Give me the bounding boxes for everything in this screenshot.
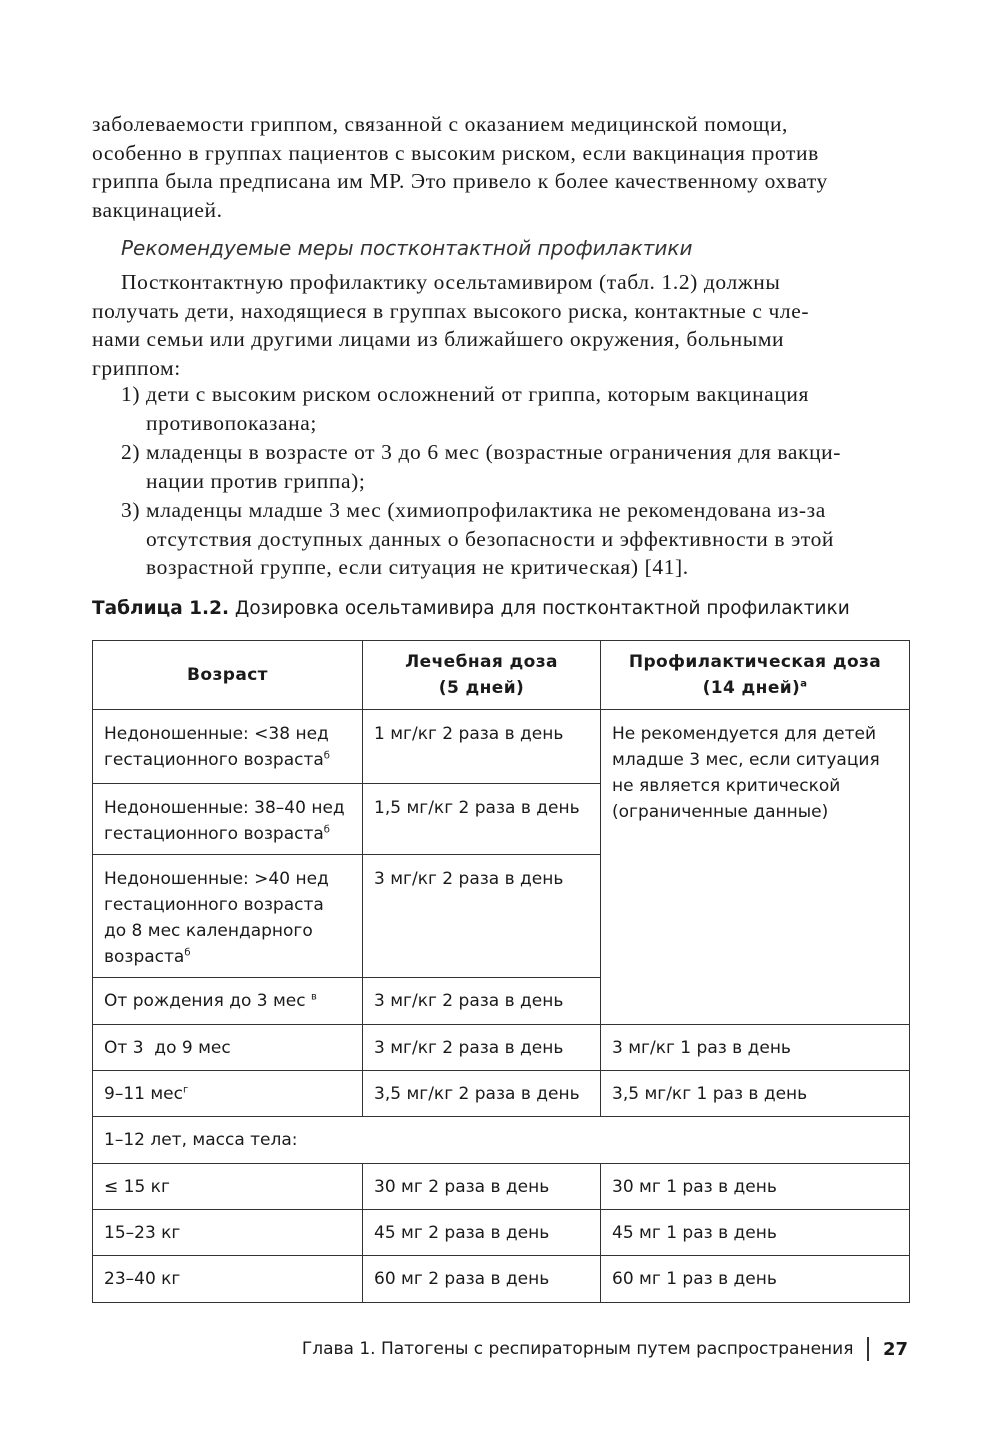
text-line: возрастной группе, если ситуация не критическая) [41]. <box>146 555 689 579</box>
table-row <box>93 1025 910 1071</box>
list-item <box>92 496 908 582</box>
cell-prophylaxis: 60 мг 1 раз в день <box>601 1256 910 1303</box>
cell-group-label: 1–12 лет, масса тела: <box>93 1117 910 1164</box>
section-subheading: Рекомендуемые меры постконтактной профилактики <box>121 236 693 260</box>
cell-treatment: 60 мг 2 раза в день <box>363 1256 601 1303</box>
text-line: получать дети, находящиеся в группах высокого риска, контактные с чле- <box>92 298 810 323</box>
cell-treatment: 30 мг 2 раза в день <box>363 1164 601 1210</box>
cell-treatment: 3 мг/кг 2 раза в день <box>363 1025 601 1071</box>
text-line: гриппа была предписана им МР. Это привело к более качественному охвату <box>92 169 828 193</box>
cell-prophylaxis: 45 мг 1 раз в день <box>601 1210 910 1256</box>
table-caption-text: Дозировка осельтамивира для постконтактной профилактики <box>234 598 850 619</box>
cell-prophylaxis: 30 мг 1 раз в день <box>601 1164 910 1210</box>
table-row <box>93 1256 910 1303</box>
dosage-table <box>92 640 910 1303</box>
footer-divider <box>867 1337 869 1361</box>
body-paragraph-2 <box>92 268 908 382</box>
cell-age: 23–40 кг <box>93 1256 363 1303</box>
header-age: Возраст <box>93 641 363 710</box>
cell-treatment: 1 мг/кг 2 раза в день <box>363 710 601 784</box>
page-number: 27 <box>882 1338 908 1360</box>
text-line: младенцы в возрасте от 3 до 6 мес (возрастные ограничения для вакци- <box>146 440 842 464</box>
numbered-list <box>92 380 908 583</box>
cell-prophylaxis: 3,5 мг/кг 1 раз в день <box>601 1071 910 1117</box>
text-line: вакцинацией. <box>92 197 223 222</box>
cell-age: Недоношенные: >40 нед гестационного возраста до 8 мес календарного возраста$^б$ <box>93 855 363 978</box>
list-item <box>92 380 908 437</box>
text-line: отсутствия доступных данных о безопасности и эффективности в этой <box>146 526 835 551</box>
text-line: особенно в группах пациентов с высоким риском, если вакцинация против <box>92 140 819 165</box>
page-footer <box>302 1337 908 1361</box>
cell-age: 9–11 мес$^г$ <box>93 1071 363 1117</box>
cell-prophylaxis: 3 мг/кг 1 раз в день <box>601 1025 910 1071</box>
list-number: 1) <box>121 382 141 406</box>
cell-age: От 3 до 9 мес <box>93 1025 363 1071</box>
cell-treatment: 3 мг/кг 2 раза в день <box>363 978 601 1025</box>
table-group-row <box>93 1117 910 1164</box>
table-header-row <box>93 641 910 710</box>
chapter-title: Глава 1. Патогены с респираторным путем распространения <box>301 1339 854 1359</box>
cell-age: ≤ 15 кг <box>93 1164 363 1210</box>
text-line: противопоказана; <box>146 410 317 435</box>
text-line: дети с высоким риском осложнений от гриппа, которым вакцинация <box>146 382 810 406</box>
cell-treatment: 45 мг 2 раза в день <box>363 1210 601 1256</box>
text-line: Постконтактную профилактику осельтамивиром (табл. 1.2) должны <box>121 270 781 294</box>
cell-age: Недоношенные: <38 нед гестационного возраста$^б$ <box>93 710 363 784</box>
table-caption <box>92 598 850 619</box>
text-line: нами семьи или другими лицами из ближайшего окружения, больными <box>92 327 785 351</box>
body-paragraph-1 <box>92 110 908 224</box>
table-row <box>93 1164 910 1210</box>
header-treatment-dose: Лечебная доза (5 дней) <box>363 641 601 710</box>
cell-treatment: 1,5 мг/кг 2 раза в день <box>363 784 601 855</box>
table-row <box>93 710 910 784</box>
text-line: младенцы младше 3 мес (химиопрофилактика не рекомендована из-за <box>146 498 826 522</box>
header-prophylactic-dose: Профилактическая доза (14 дней)$^а$ <box>601 641 910 710</box>
table-row <box>93 1071 910 1117</box>
table-row <box>93 1210 910 1256</box>
text-line: гриппом: <box>92 355 181 380</box>
cell-age: 15–23 кг <box>93 1210 363 1256</box>
text-line: заболеваемости гриппом, связанной с оказанием медицинской помощи, <box>92 112 789 136</box>
list-number: 2) <box>121 440 141 464</box>
cell-age: Недоношенные: 38–40 нед гестационного возраста$^б$ <box>93 784 363 855</box>
list-item <box>92 438 908 495</box>
list-number: 3) <box>121 498 141 522</box>
cell-treatment: 3,5 мг/кг 2 раза в день <box>363 1071 601 1117</box>
cell-prophylaxis-merged: Не рекомендуется для детей младше 3 мес, если ситуация не является критической (ограниченные данные) <box>601 710 910 1025</box>
table-caption-label: Таблица 1.2. <box>92 598 229 619</box>
cell-treatment: 3 мг/кг 2 раза в день <box>363 855 601 978</box>
cell-age: От рождения до 3 мес $^в$ <box>93 978 363 1025</box>
text-line: нации против гриппа); <box>146 468 366 493</box>
